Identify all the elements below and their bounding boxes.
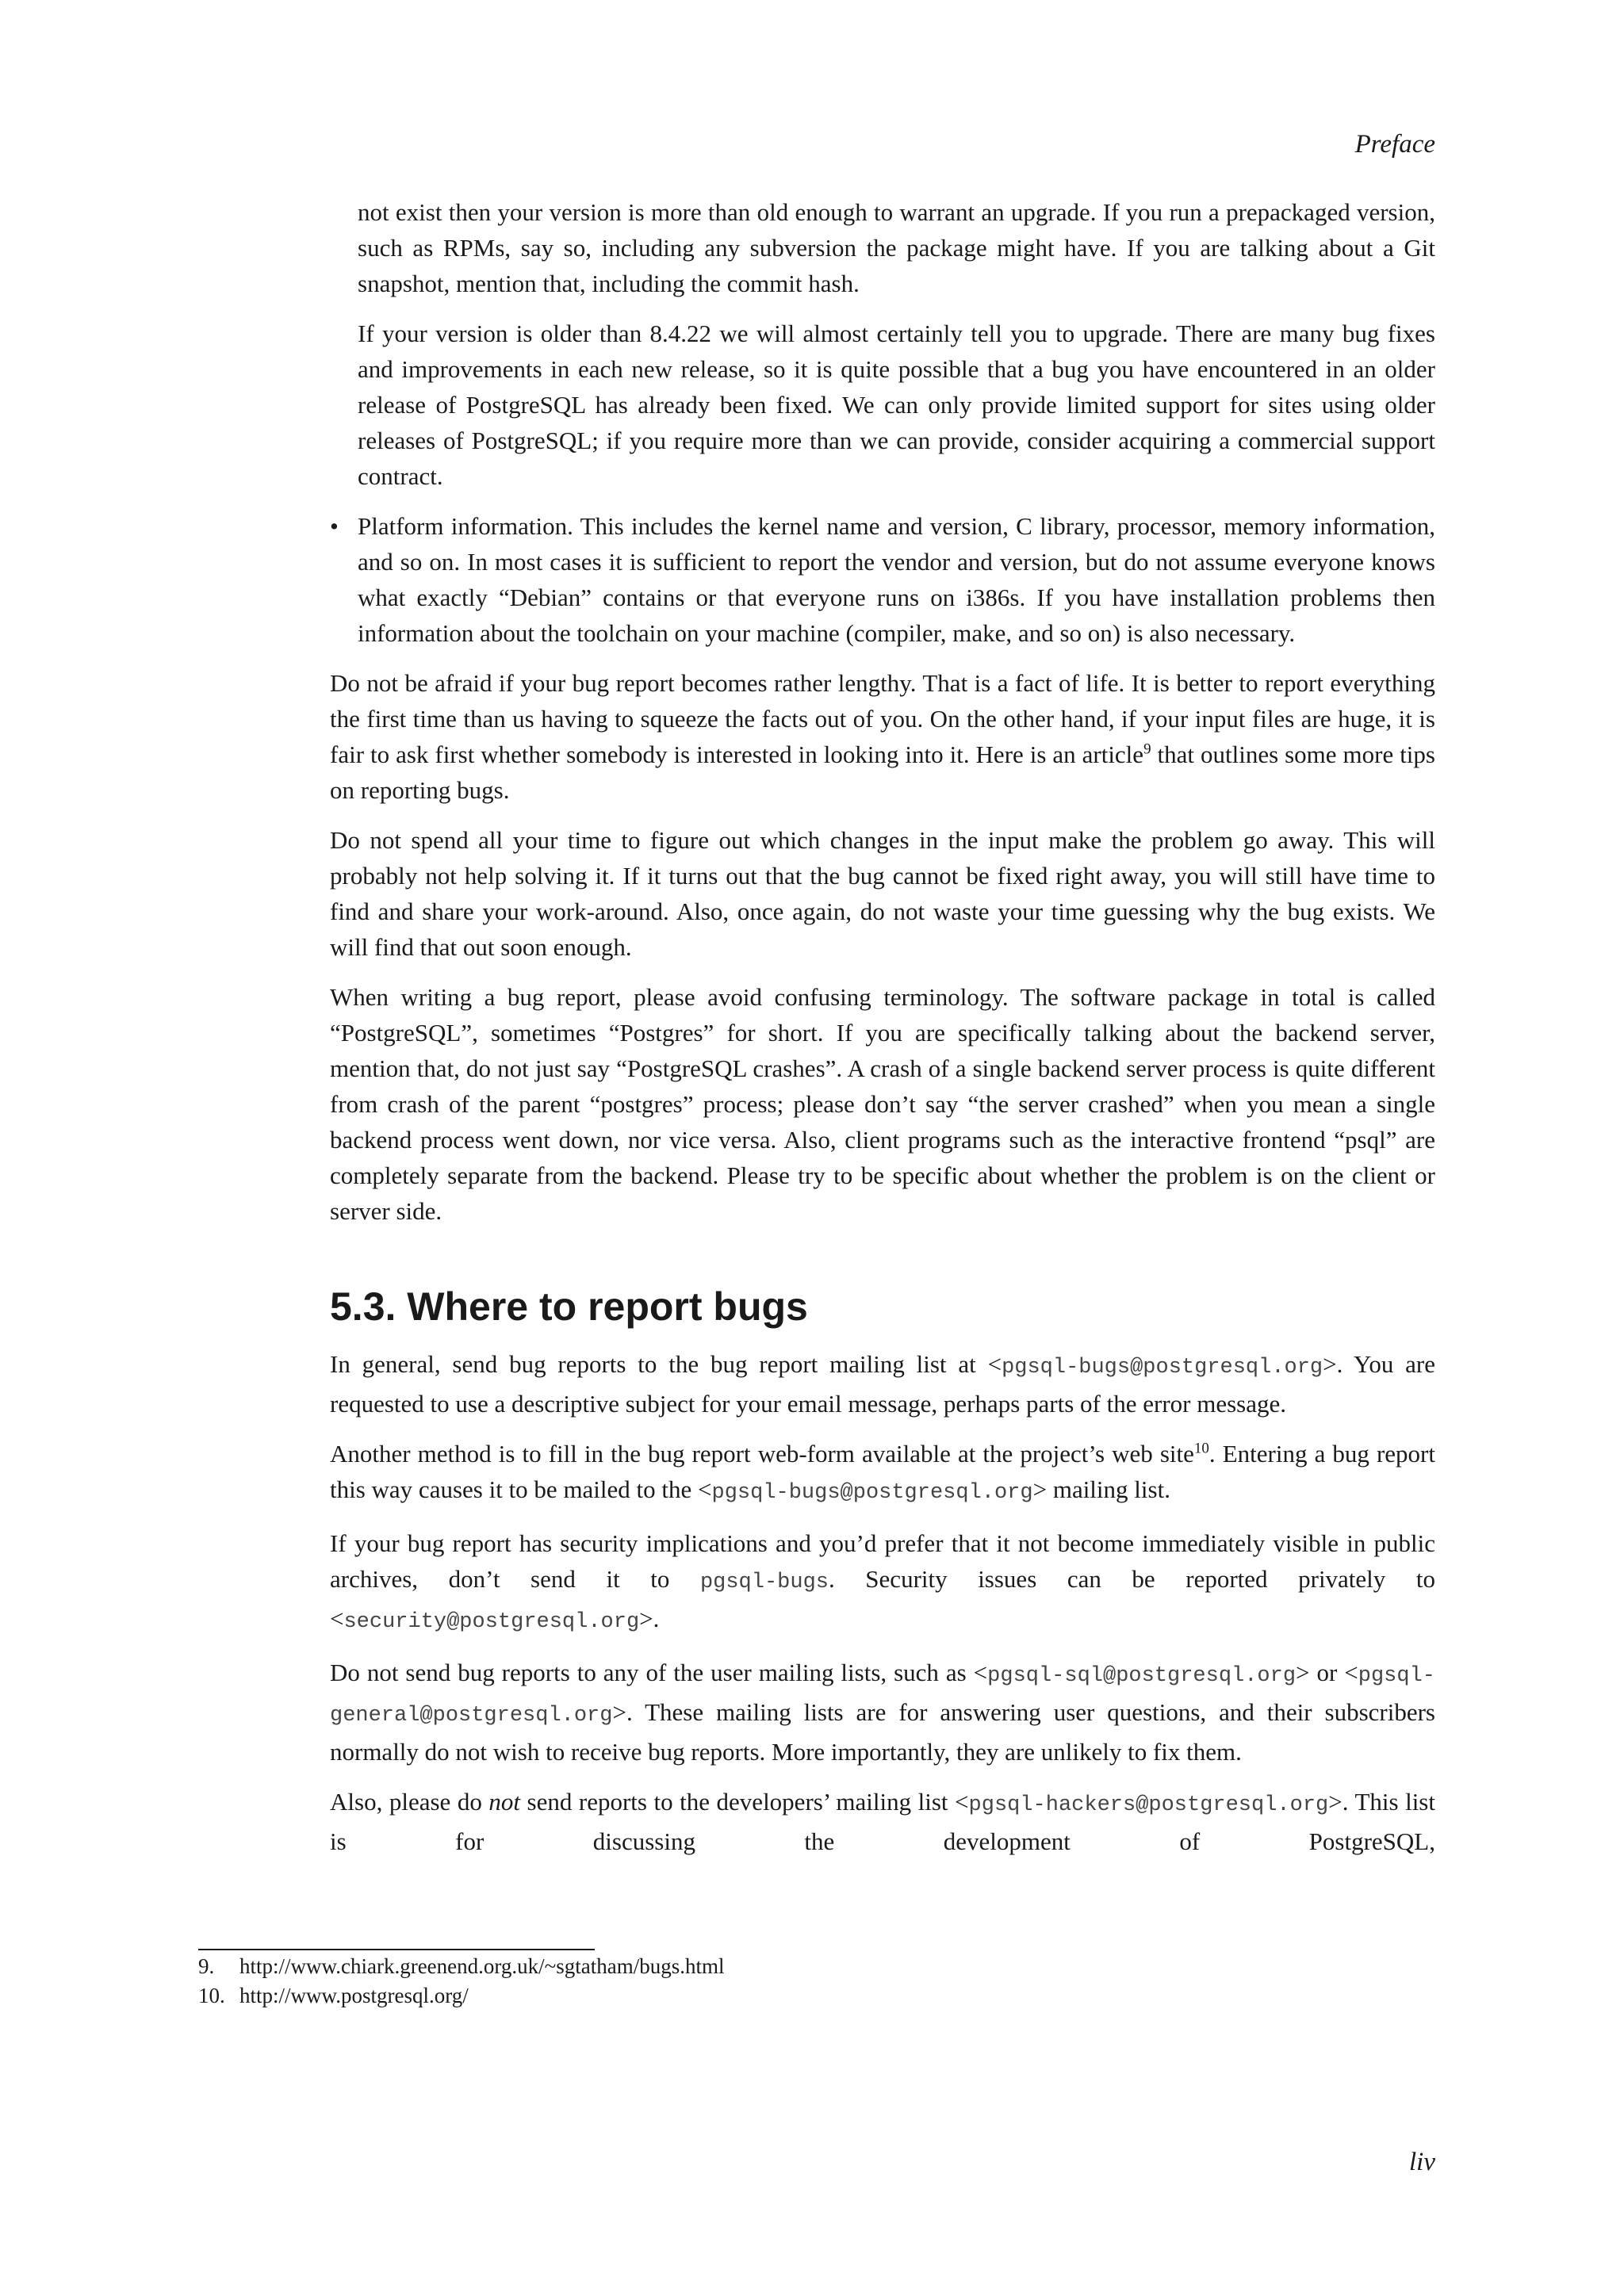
text-run: > or < xyxy=(1296,1659,1358,1686)
bullet-list xyxy=(330,508,1435,651)
version-upgrade-paragraph: If your version is older than 8.4.22 we will almost certainly tell you to upgrade. There are many bug fixes and improvements in each new release, so it is quite possible that a bug you have encountered in an older release of PostgreSQL has already been fixed. We can only provide limited support for sites using older releases of PostgreSQL; if you require more than we can provide, consider acquiring a commercial support contract. xyxy=(358,320,1435,490)
footnotes xyxy=(198,1952,1435,2011)
terminology-paragraph: When writing a bug report, please avoid confusing terminology. The software package in total is called “PostgreSQL”, sometimes “Postgres” for short. If you are specifically talking about the backend server, mention that, do not just say “PostgreSQL crashes”. A crash of a single backend server process is quite different from crash of the parent “postgres” process; please don’t say “the server crashed” when you mean a single backend process went down, nor vice versa. Also, client programs such as the interactive frontend “psql” are completely separate from the backend. Please try to be specific about whether the problem is on the client or server side. xyxy=(330,983,1435,1225)
page-number: liv xyxy=(1409,2148,1435,2176)
lengthy-text-b: that outlines some more tips on reporting bugs. xyxy=(330,740,1435,804)
running-header: Preface xyxy=(1354,130,1435,159)
text-run: Do not send bug reports to any of the user mailing lists, such as < xyxy=(330,1659,988,1686)
footnote-9 xyxy=(198,1952,1435,1981)
text-run: >. These mailing lists are for answering user questions, and their subscribers normally do not wish to receive bug reports. More importantly, they are unlikely to fix them. xyxy=(330,1698,1435,1766)
list-item-platform-information xyxy=(330,508,1435,651)
user-lists-paragraph xyxy=(330,1655,1435,1770)
footnote-number: 10. xyxy=(198,1984,225,2007)
lengthy-text-a: Do not be afraid if your bug report becomes rather lengthy. That is a fact of life. It is better to report everything the first time than us having to squeeze the facts out of you. On the other hand, if your input files are huge, it is fair to ask first whether somebody is interested in looking into it. Here is an article xyxy=(330,669,1435,768)
lengthy-report-paragraph xyxy=(330,665,1435,808)
email-link-pgsql-general[interactable]: pgsql-general@postgresql.org xyxy=(330,1664,1435,1728)
footnote-url-link[interactable]: http://www.postgresql.org/ xyxy=(239,1984,469,2007)
text-run: . Entering a bug report this way causes it to be mailed to the < xyxy=(330,1440,1435,1503)
text-run: send reports to the developers’ mailing list < xyxy=(520,1788,969,1816)
section-heading: 5.3. Where to report bugs xyxy=(330,1284,808,1329)
security-paragraph xyxy=(330,1525,1435,1640)
text-run: Also, please do xyxy=(330,1788,489,1816)
email-link-pgsql-sql[interactable]: pgsql-sql@postgresql.org xyxy=(987,1664,1297,1688)
text-run: >. xyxy=(639,1605,660,1632)
text-run: >. This list is for discussing the development of PostgreSQL, xyxy=(330,1788,1435,1855)
text-run: . Security issues can be reported privately to < xyxy=(330,1565,1435,1632)
platform-information-text: Platform information. This includes the kernel name and version, C library, processor, memory information, and so on. In most cases it is sufficient to report the vendor and version, but do not assume everyone knows what exactly “Debian” contains or that everyone runs on i386s. If you have installation problems then information about the toolchain on your machine (compiler, make, and so on) is also necessary. xyxy=(358,512,1435,647)
emphasis-not: not xyxy=(488,1788,520,1816)
text-run: In general, send bug reports to the bug report mailing list at < xyxy=(330,1350,1002,1378)
footnote-ref-9[interactable]: 9 xyxy=(1143,740,1151,758)
text-run: Another method is to fill in the bug report web-form available at the project’s web site xyxy=(330,1440,1194,1468)
code-pgsql-bugs: pgsql-bugs xyxy=(699,1571,829,1594)
email-link-security[interactable]: security@postgresql.org xyxy=(343,1610,640,1634)
text-run: If your bug report has security implications and you’d prefer that it not become immediately visible in public archives, don’t send it to xyxy=(330,1529,1435,1593)
text-run: > mailing list. xyxy=(1032,1475,1170,1503)
footnote-10 xyxy=(198,1981,1435,2011)
page-content xyxy=(330,194,1435,1873)
version-paragraph-continued: not exist then your version is more than old enough to warrant an upgrade. If you run a prepackaged version, such as RPMs, say so, including any subversion the package might have. If you are talking about a Git snapshot, mention that, including the commit hash. xyxy=(358,198,1435,297)
footnote-url-link[interactable]: http://www.chiark.greenend.org.uk/~sgtatham/bugs.html xyxy=(239,1954,725,1978)
email-link-pgsql-bugs[interactable]: pgsql-bugs@postgresql.org xyxy=(1002,1356,1323,1380)
web-form-paragraph xyxy=(330,1436,1435,1511)
email-link-pgsql-bugs[interactable]: pgsql-bugs@postgresql.org xyxy=(711,1481,1033,1505)
workaround-paragraph: Do not spend all your time to figure out which changes in the input make the problem go away. This will probably not help solving it. If it turns out that the bug cannot be fixed right away, you will still have time to find and share your work-around. Also, once again, do not waste your time guessing why the bug exists. We will find that out soon enough. xyxy=(330,826,1435,961)
footnote-number: 9. xyxy=(198,1954,215,1978)
email-link-pgsql-hackers[interactable]: pgsql-hackers@postgresql.org xyxy=(968,1793,1329,1817)
text-run: >. You are requested to use a descriptive subject for your email message, perhaps parts of the error message. xyxy=(330,1350,1435,1418)
developers-list-paragraph xyxy=(330,1784,1435,1859)
bullet-icon: • xyxy=(330,512,339,540)
footnote-divider xyxy=(198,1949,595,1950)
mailing-list-paragraph xyxy=(330,1346,1435,1422)
footnote-ref-10[interactable]: 10 xyxy=(1193,1440,1209,1457)
